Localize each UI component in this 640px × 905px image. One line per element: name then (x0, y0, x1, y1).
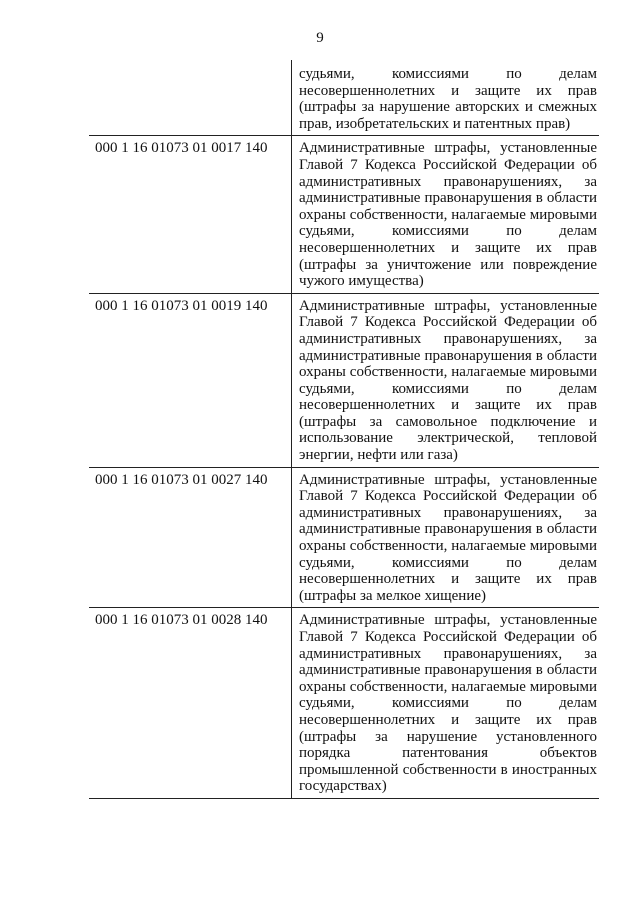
description-cell: Административные штрафы, установленные Главой 7 Кодекса Российской Федерации об административных правонарушениях, за административные правонарушения в области охраны собственности, налагаемые мировыми судьями, комиссиями по делам несовершеннолетних и защите их прав (штрафы за уничтожение или повреждение чужого имущества) (292, 136, 600, 293)
budget-code-cell: 000 1 16 01073 01 0028 140 (89, 608, 292, 799)
table-row (89, 293, 599, 467)
description-cell: Административные штрафы, установленные Главой 7 Кодекса Российской Федерации об административных правонарушениях, за административные правонарушения в области охраны собственности, налагаемые мировыми судьями, комиссиями по делам несовершеннолетних и защите их прав (штрафы за самовольное подключение и использование электрической, тепловой энергии, нефти или газа) (292, 293, 600, 467)
description-cell: судьями, комиссиями по делам несовершеннолетних и защите их прав (штрафы за нарушение авторских и смежных прав, изобретательских и патентных прав) (292, 60, 600, 136)
table-row (89, 60, 599, 136)
table-row (89, 467, 599, 608)
budget-code-cell: 000 1 16 01073 01 0019 140 (89, 293, 292, 467)
budget-code-cell (89, 60, 292, 136)
description-cell: Административные штрафы, установленные Главой 7 Кодекса Российской Федерации об административных правонарушениях, за административные правонарушения в области охраны собственности, налагаемые мировыми судьями, комиссиями по делам несовершеннолетних и защите их прав (штрафы за мелкое хищение) (292, 467, 600, 608)
description-cell: Административные штрафы, установленные Главой 7 Кодекса Российской Федерации об административных правонарушениях, за административные правонарушения в области охраны собственности, налагаемые мировыми судьями, комиссиями по делам несовершеннолетних и защите их прав (штрафы за нарушение установленного порядка патентования объектов промышленной собственности в иностранных государствах) (292, 608, 600, 799)
budget-code-cell: 000 1 16 01073 01 0027 140 (89, 467, 292, 608)
budget-code-table (89, 60, 599, 799)
table-row (89, 136, 599, 293)
table-row (89, 608, 599, 799)
page-number: 9 (316, 30, 324, 46)
budget-code-cell: 000 1 16 01073 01 0017 140 (89, 136, 292, 293)
